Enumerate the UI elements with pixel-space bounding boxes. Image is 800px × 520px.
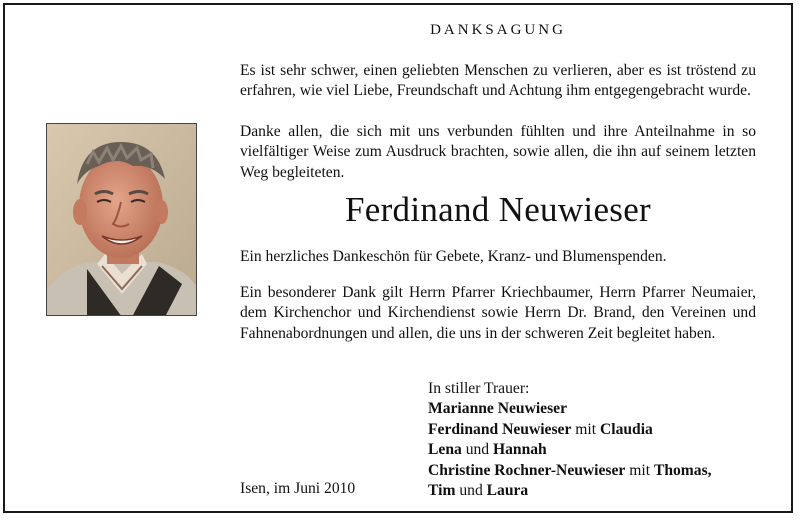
mourner-name: Marianne Neuwieser bbox=[428, 400, 568, 418]
mourner-line-2 bbox=[428, 420, 712, 440]
mourner-joiner: und bbox=[455, 482, 487, 500]
intro-text-2: Danke allen, die sich mit uns verbunden fühlten und ihre Anteilnahme in so vielfältiger Weise zum Ausdruck brachten, sowie allen, die ihn auf seinem letzten Weg begleiteten. bbox=[240, 123, 756, 181]
mourner-joiner: mit bbox=[625, 461, 654, 479]
mourner-name: Christine Rochner-Neuwieser bbox=[428, 461, 626, 479]
mourner-name: Laura bbox=[486, 482, 529, 500]
mourning-label: In stiller Trauer: bbox=[428, 380, 530, 397]
place-and-date: Isen, im Juni 2010 bbox=[240, 480, 356, 497]
mourner-line-3 bbox=[428, 440, 712, 460]
mourner-joiner: und bbox=[461, 441, 493, 459]
thanks-text: Ein herzliches Dankeschön für Gebete, Kranz- und Blumenspenden. bbox=[240, 248, 667, 265]
mourners-block bbox=[428, 379, 712, 501]
mourner-line-5 bbox=[428, 481, 712, 501]
intro-paragraph-2 bbox=[240, 122, 756, 183]
portrait-illustration bbox=[47, 124, 197, 316]
mourner-name: Claudia bbox=[599, 420, 653, 438]
mourner-line-1 bbox=[428, 399, 712, 419]
notice-heading: DANKSAGUNG bbox=[430, 22, 566, 38]
deceased-name: Ferdinand Neuwieser bbox=[344, 190, 652, 229]
special-thanks-text: Ein besonderer Dank gilt Herrn Pfarrer Kriechbaumer, Herrn Pfarrer Neumaier, dem Kirchenchor und Kirchendienst sowie Herrn Dr. Brand, den Vereinen und Fahnenabordnungen und allen, die uns in der schweren Zeit begleitet haben. bbox=[240, 284, 756, 342]
mourner-name: Thomas, bbox=[653, 461, 712, 479]
intro-paragraph-1 bbox=[240, 61, 756, 102]
mourner-name: Lena bbox=[428, 441, 462, 459]
special-thanks-paragraph bbox=[240, 283, 756, 344]
intro-text-1: Es ist sehr schwer, einen geliebten Menschen zu verlieren, aber es ist tröstend zu erfahren, wie viel Liebe, Freundschaft und Achtung ihm entgegengebracht wurde. bbox=[240, 62, 756, 100]
portrait-photo bbox=[46, 123, 197, 316]
mourner-name: Ferdinand Neuwieser bbox=[428, 420, 572, 438]
mourner-name: Tim bbox=[428, 482, 456, 500]
mourner-name: Hannah bbox=[492, 441, 547, 459]
mourner-joiner: mit bbox=[571, 420, 600, 438]
mourner-line-4 bbox=[428, 461, 712, 481]
thanks-line bbox=[240, 247, 756, 267]
